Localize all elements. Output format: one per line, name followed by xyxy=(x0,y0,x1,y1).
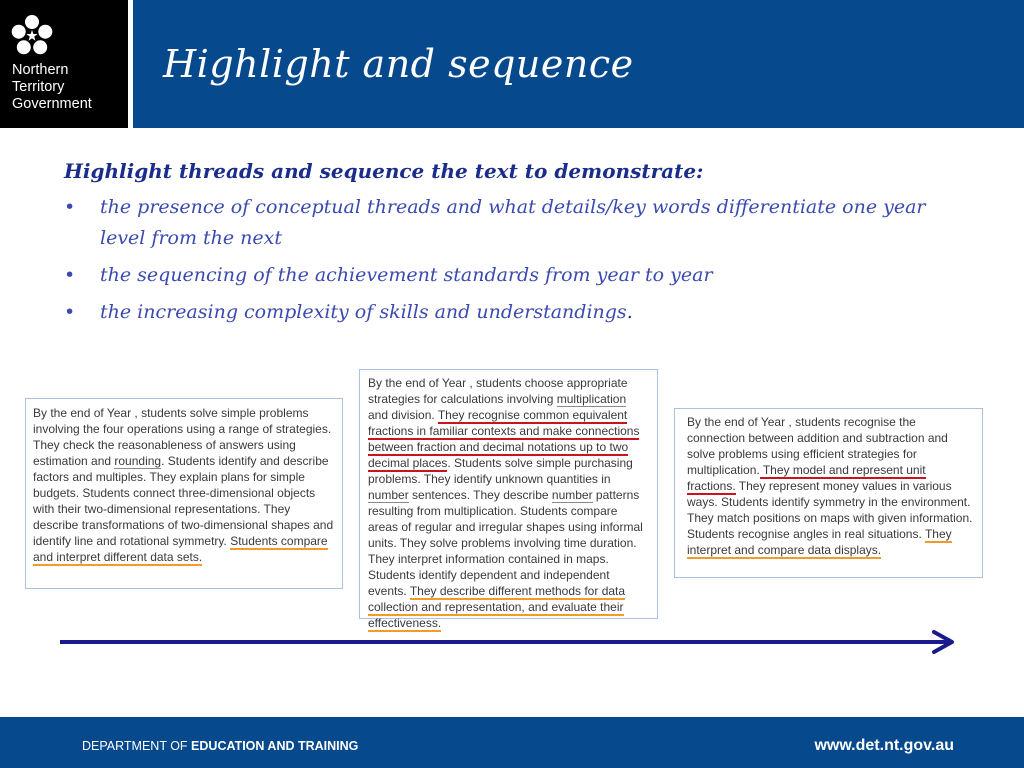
bullet-item xyxy=(64,192,964,254)
bullet-item xyxy=(64,297,964,328)
logo-line-1: Northern xyxy=(12,62,69,78)
bullet-dot: • xyxy=(64,301,76,323)
logo-text xyxy=(12,62,124,113)
arrow-right-icon xyxy=(60,628,960,658)
intro-heading: Highlight threads and sequence the text to demonstrate: xyxy=(64,159,704,183)
department-label xyxy=(82,739,358,753)
bullet-text: the increasing complexity of skills and understandings xyxy=(100,301,627,323)
card-1-lead: By the end of Year , students solve simple problems involving the four operations using a range of strategies. They check the reasonableness of answers using estimation and xyxy=(33,406,332,468)
bullet-dot: • xyxy=(64,264,76,286)
department-name: EDUCATION AND TRAINING xyxy=(191,739,359,753)
card-2-multiplication: multiplication xyxy=(556,392,627,406)
card-2-text xyxy=(368,375,649,631)
bullet-text: the sequencing of the achievement standards from year to year xyxy=(100,264,713,286)
nt-government-logo xyxy=(0,0,128,128)
card-2-after-mult: and division. xyxy=(368,408,438,422)
card-3-data-highlight: They interpret and compare data displays. xyxy=(687,527,952,557)
card-1-mid: . Students identify and describe factors and multiples. They explain plans for simple budgets. Students connect three-dimensional objects with their two-dimensional representations. They describe transformations of two-dimensional shapes and identify line and rotational symmetry. xyxy=(33,454,334,548)
card-3-fractions-highlight: They model and represent unit fractions. xyxy=(687,463,926,493)
achievement-standard-card-2 xyxy=(359,369,658,630)
website-url[interactable]: www.det.nt.gov.au xyxy=(814,737,954,754)
achievement-standard-card-3 xyxy=(674,408,983,578)
card-2-mid-3: patterns resulting from multiplication. Students compare areas of regular and irregular shapes using informal units. They solve problems involving time duration. They interpret information contained in maps. Students identify dependent and independent events. xyxy=(368,488,643,598)
logo-line-3: Government xyxy=(12,96,92,112)
bullet-trail: . xyxy=(626,301,633,323)
title-bar xyxy=(133,0,1024,128)
achievement-standard-card-1 xyxy=(25,398,343,589)
bullet-text: the presence of conceptual threads and what details/key words differentiate one year level from the next xyxy=(100,196,926,249)
card-2-mid-1: . Students solve simple purchasing problems. They identify unknown quantities in xyxy=(368,456,633,486)
card-2-lead: By the end of Year , students choose appropriate strategies for calculations involving xyxy=(368,376,628,406)
department-prefix: DEPARTMENT OF xyxy=(82,739,192,753)
card-2-data-highlight: They describe different methods for data collection and representation, and evaluate their effectiveness. xyxy=(368,584,626,630)
bullet-dot: • xyxy=(64,196,76,218)
logo-line-2: Territory xyxy=(12,79,65,95)
card-1-text xyxy=(33,405,334,565)
card-2-number-2: number xyxy=(551,488,593,502)
header xyxy=(0,0,1024,128)
card-2-mid-2: sentences. They describe xyxy=(408,488,552,502)
card-3-text xyxy=(687,414,976,558)
intro-section xyxy=(64,156,964,328)
bullet-item xyxy=(64,260,964,291)
card-3-mid: They represent money values in various ways. Students identify symmetry in the environment. They match positions on maps with given information. Students recognise angles in real situations. xyxy=(687,479,973,541)
card-1-rounding: rounding xyxy=(114,454,162,468)
card-2-fractions-highlight: They recognise common equivalent fractions in familiar contexts and make connections between fraction and decimal notations up to two decimal places xyxy=(368,408,640,470)
card-2-number-1: number xyxy=(368,488,409,502)
card-3-lead: By the end of Year , students recognise the connection between addition and subtraction and solve problems using efficient strategies for multiplication. xyxy=(687,415,948,477)
slide-title: Highlight and sequence xyxy=(163,42,634,86)
card-1-data-highlight: Students compare and interpret different data sets. xyxy=(33,534,328,564)
footer xyxy=(0,717,1024,768)
nt-flower-icon xyxy=(10,14,54,58)
